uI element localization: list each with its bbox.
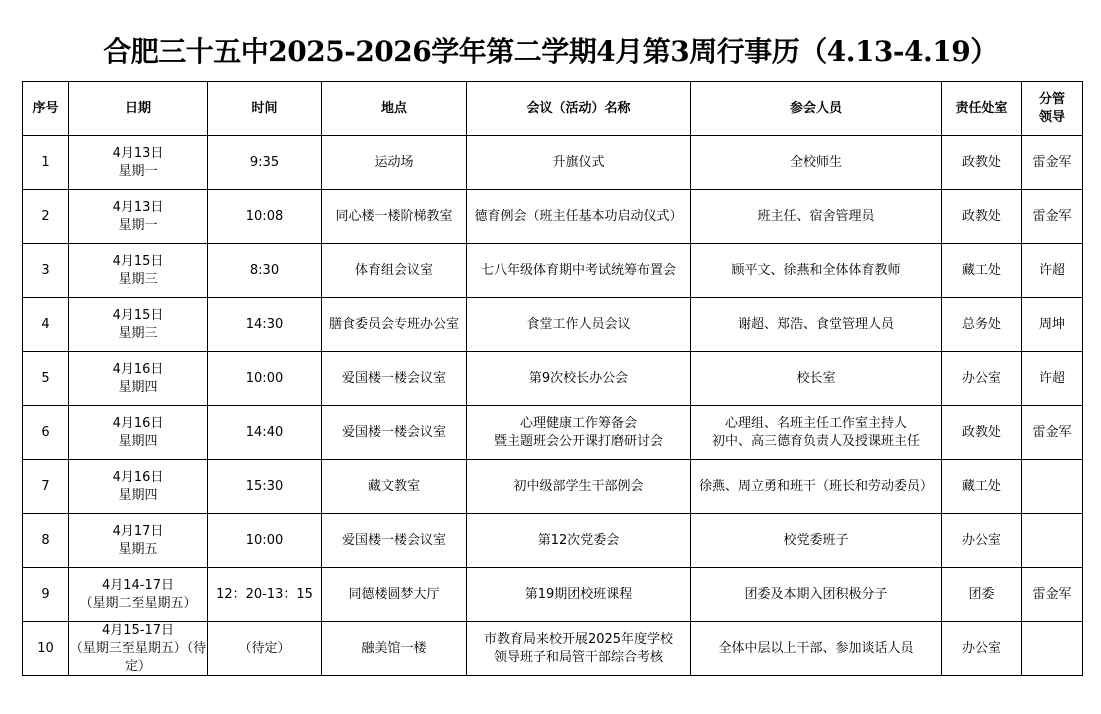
table-row — [23, 568, 1083, 622]
date-text: 4月14-17日 — [101, 577, 175, 593]
cell-meeting: 第9次校长办公会 — [467, 352, 691, 406]
table-row — [23, 406, 1083, 460]
cell-leader: 雷金军 — [1022, 136, 1083, 190]
cell-date — [69, 136, 208, 190]
header-attendees: 参会人员 — [691, 82, 942, 136]
cell-place: 同心楼一楼阶梯教室 — [322, 190, 467, 244]
header-leader: 分管领导 — [1022, 82, 1083, 136]
cell-dept: 办公室 — [942, 514, 1022, 568]
cell-place: 膳食委员会专班办公室 — [322, 298, 467, 352]
cell-dept: 藏工处 — [942, 244, 1022, 298]
table-row — [23, 136, 1083, 190]
cell-seq: 4 — [23, 298, 69, 352]
weekday-text: 星期四 — [118, 379, 158, 395]
cell-meeting: 初中级部学生干部例会 — [467, 460, 691, 514]
meeting-line-2: 暨主题班会公开课打磨研讨会 — [493, 433, 663, 449]
cell-seq: 8 — [23, 514, 69, 568]
weekday-text: 星期三 — [118, 271, 158, 287]
table-row — [23, 244, 1083, 298]
cell-time: 14:30 — [208, 298, 322, 352]
weekday-text: 星期四 — [118, 433, 158, 449]
cell-meeting — [467, 622, 691, 676]
cell-leader: 许超 — [1022, 352, 1083, 406]
cell-leader — [1022, 514, 1083, 568]
cell-attendees: 校党委班子 — [691, 514, 942, 568]
cell-dept: 办公室 — [942, 352, 1022, 406]
cell-place: 爱国楼一楼会议室 — [322, 406, 467, 460]
date-text: 4月15日 — [112, 253, 164, 269]
header-dept: 责任处室 — [942, 82, 1022, 136]
cell-dept: 办公室 — [942, 622, 1022, 676]
cell-seq: 2 — [23, 190, 69, 244]
cell-seq: 1 — [23, 136, 69, 190]
attendees-line-1: 心理组、名班主任工作室主持人 — [724, 415, 907, 431]
cell-seq: 3 — [23, 244, 69, 298]
cell-date — [69, 460, 208, 514]
cell-date — [69, 352, 208, 406]
cell-dept: 政教处 — [942, 136, 1022, 190]
header-meeting: 会议（活动）名称 — [467, 82, 691, 136]
cell-time: 15:30 — [208, 460, 322, 514]
cell-meeting: 食堂工作人员会议 — [467, 298, 691, 352]
cell-date — [69, 622, 208, 676]
cell-dept: 政教处 — [942, 406, 1022, 460]
weekday-text: 星期一 — [118, 163, 158, 179]
cell-dept: 团委 — [942, 568, 1022, 622]
cell-place: 融美馆一楼 — [322, 622, 467, 676]
table-row — [23, 622, 1083, 676]
cell-leader: 许超 — [1022, 244, 1083, 298]
cell-time: 9:35 — [208, 136, 322, 190]
cell-leader: 周坤 — [1022, 298, 1083, 352]
weekday-text: （星期三至星期五）（待定） — [69, 641, 207, 674]
header-time: 时间 — [208, 82, 322, 136]
weekday-text: 星期五 — [118, 541, 158, 557]
date-text: 4月13日 — [112, 145, 164, 161]
cell-date — [69, 298, 208, 352]
cell-attendees: 顾平文、徐燕和全体体育教师 — [691, 244, 942, 298]
header-place: 地点 — [322, 82, 467, 136]
cell-place: 爱国楼一楼会议室 — [322, 514, 467, 568]
cell-date — [69, 406, 208, 460]
table-row — [23, 298, 1083, 352]
cell-time: （待定） — [208, 622, 322, 676]
cell-time: 10:00 — [208, 514, 322, 568]
cell-place: 体育组会议室 — [322, 244, 467, 298]
cell-date — [69, 244, 208, 298]
date-text: 4月16日 — [112, 469, 164, 485]
cell-time: 10:00 — [208, 352, 322, 406]
cell-meeting: 七八年级体育期中考试统筹布置会 — [467, 244, 691, 298]
cell-place: 爱国楼一楼会议室 — [322, 352, 467, 406]
date-text: 4月15日 — [112, 307, 164, 323]
cell-attendees: 徐燕、周立勇和班干（班长和劳动委员） — [691, 460, 942, 514]
cell-attendees: 校长室 — [691, 352, 942, 406]
cell-leader — [1022, 622, 1083, 676]
cell-seq: 5 — [23, 352, 69, 406]
header-date: 日期 — [69, 82, 208, 136]
cell-dept: 政教处 — [942, 190, 1022, 244]
attendees-line-2: 初中、高三德育负责人及授课班主任 — [711, 433, 920, 449]
cell-date — [69, 190, 208, 244]
date-text: 4月16日 — [112, 361, 164, 377]
cell-attendees: 班主任、宿舍管理员 — [691, 190, 942, 244]
weekday-text: 星期四 — [118, 487, 158, 503]
date-text: 4月15-17日 — [101, 623, 175, 638]
cell-time: 12：20-13：15 — [208, 568, 322, 622]
page-title: 合肥三十五中2025-2026学年第二学期4月第3周行事历（4.13-4.19） — [103, 35, 998, 68]
cell-meeting: 第19期团校班课程 — [467, 568, 691, 622]
cell-leader: 雷金军 — [1022, 190, 1083, 244]
table-row — [23, 514, 1083, 568]
cell-seq: 9 — [23, 568, 69, 622]
cell-dept: 总务处 — [942, 298, 1022, 352]
cell-leader: 雷金军 — [1022, 406, 1083, 460]
cell-attendees: 团委及本期入团积极分子 — [691, 568, 942, 622]
cell-place: 同德楼圆梦大厅 — [322, 568, 467, 622]
cell-date — [69, 514, 208, 568]
meeting-line-1: 心理健康工作筹备会 — [519, 415, 637, 431]
cell-meeting — [467, 406, 691, 460]
cell-leader — [1022, 460, 1083, 514]
meeting-line-1: 市教育局来校开展2025年度学校 — [483, 631, 674, 647]
cell-meeting: 德育例会（班主任基本功启动仪式） — [467, 190, 691, 244]
cell-date — [69, 568, 208, 622]
cell-time: 8:30 — [208, 244, 322, 298]
cell-attendees: 谢超、郑浩、食堂管理人员 — [691, 298, 942, 352]
cell-attendees — [691, 406, 942, 460]
table-row — [23, 190, 1083, 244]
date-text: 4月16日 — [112, 415, 164, 431]
weekday-text: 星期三 — [118, 325, 158, 341]
table-row — [23, 460, 1083, 514]
header-row — [23, 82, 1083, 136]
cell-dept: 藏工处 — [942, 460, 1022, 514]
schedule-table — [22, 81, 1083, 676]
cell-time: 10:08 — [208, 190, 322, 244]
date-text: 4月13日 — [112, 199, 164, 215]
cell-seq: 7 — [23, 460, 69, 514]
cell-attendees: 全体中层以上干部、参加谈话人员 — [691, 622, 942, 676]
header-seq: 序号 — [23, 82, 69, 136]
cell-seq: 10 — [23, 622, 69, 676]
date-text: 4月17日 — [112, 523, 164, 539]
cell-meeting: 第12次党委会 — [467, 514, 691, 568]
cell-attendees: 全校师生 — [691, 136, 942, 190]
cell-leader: 雷金军 — [1022, 568, 1083, 622]
table-row — [23, 352, 1083, 406]
cell-place: 运动场 — [322, 136, 467, 190]
weekday-text: 星期一 — [118, 217, 158, 233]
cell-meeting: 升旗仪式 — [467, 136, 691, 190]
meeting-line-2: 领导班子和局管干部综合考核 — [493, 649, 663, 665]
cell-seq: 6 — [23, 406, 69, 460]
weekday-text: （星期二至星期五） — [79, 595, 197, 611]
cell-place: 藏文教室 — [322, 460, 467, 514]
cell-time: 14:40 — [208, 406, 322, 460]
